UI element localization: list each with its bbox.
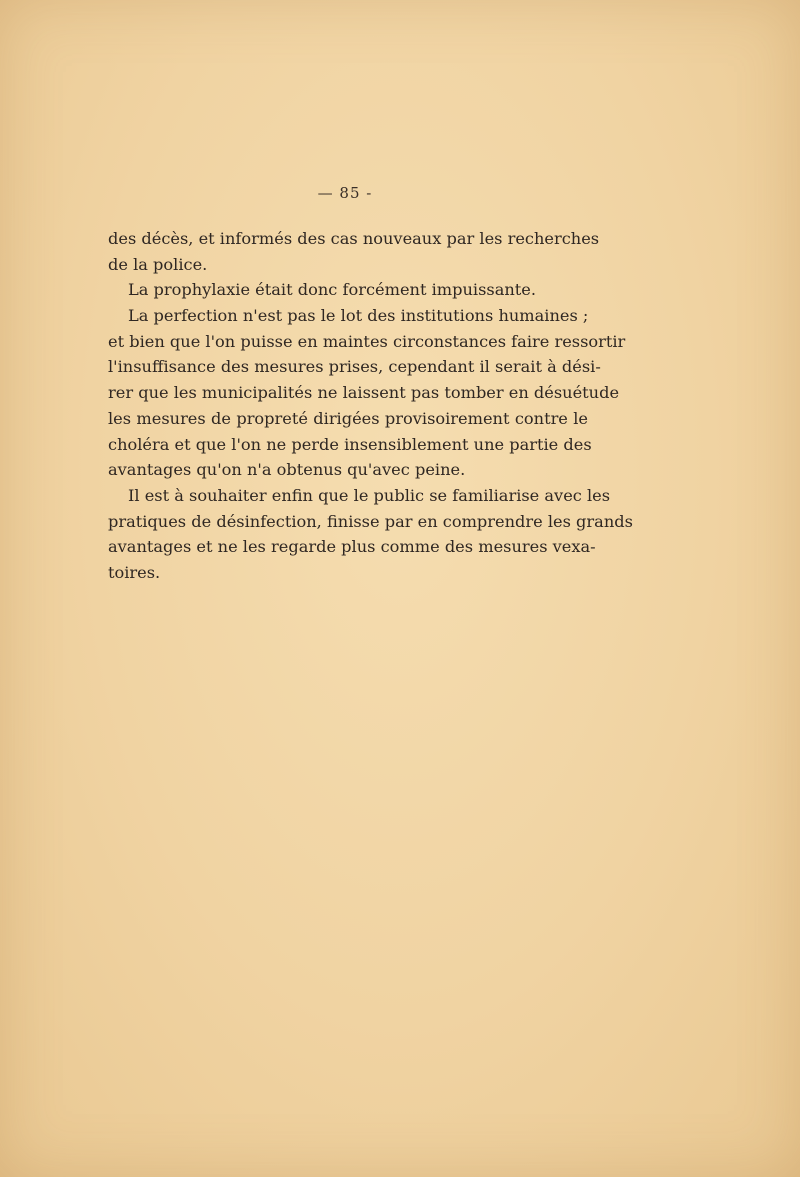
text-line: La perfection n'est pas le lot des institutions humaines ; [128, 306, 589, 326]
text-line: avantages qu'on n'a obtenus qu'avec peine. [108, 460, 466, 480]
page-number: — 85 - [317, 184, 373, 202]
text-line: La prophylaxie était donc forcément impuissante. [128, 280, 537, 300]
text-line: choléra et que l'on ne perde insensiblement une partie des [108, 434, 592, 454]
text-line: avantages et ne les regarde plus comme des mesures vexa- [108, 537, 596, 557]
body-text [108, 226, 633, 586]
text-line: de la police. [108, 254, 208, 274]
text-line: Il est à souhaiter enfin que le public se familiarise avec les [128, 485, 611, 505]
text-line: pratiques de désinfection, finisse par en comprendre les grands [108, 511, 633, 531]
text-line: l'insuffisance des mesures prises, cependant il serait à dési- [108, 357, 601, 377]
text-line: les mesures de propreté dirigées provisoirement contre le [108, 408, 588, 428]
text-line: rer que les municipalités ne laissent pas tomber en désuétude [108, 383, 620, 403]
text-line: toires. [108, 562, 161, 582]
text-line: et bien que l'on puisse en maintes circonstances faire ressortir [108, 331, 626, 351]
text-line: des décès, et informés des cas nouveaux par les recherches [108, 229, 600, 248]
